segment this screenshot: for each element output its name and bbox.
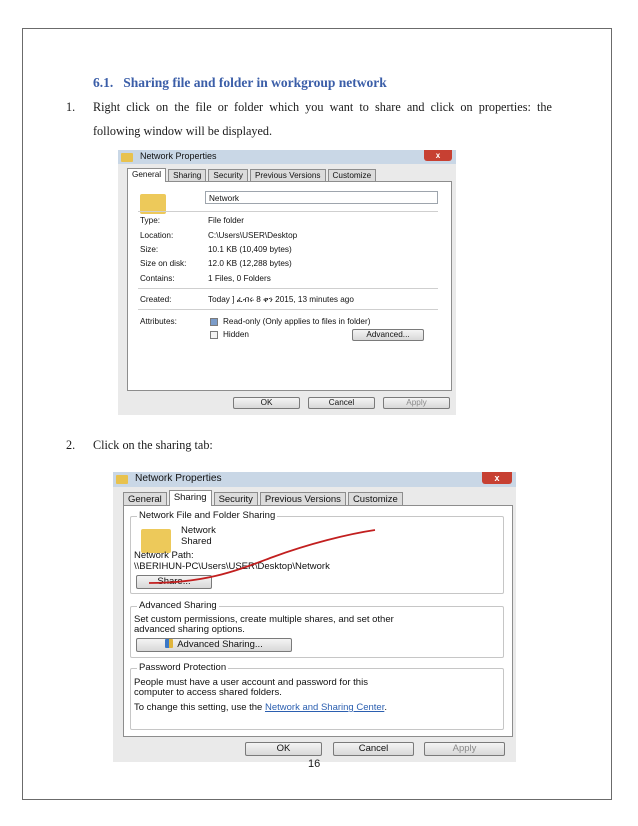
- step-1-word: to: [359, 100, 369, 114]
- network-path-label: Network Path:: [134, 550, 194, 561]
- step-1-word: Right: [93, 100, 121, 114]
- title-bar: [118, 150, 456, 164]
- step-1-word: on: [156, 100, 169, 114]
- step-1-word: share: [375, 100, 401, 114]
- tab-strip: [127, 168, 378, 182]
- step-2: [66, 433, 213, 457]
- advanced-sharing-text: advanced sharing options.: [134, 624, 245, 635]
- advanced-button[interactable]: Advanced...: [352, 329, 424, 341]
- properties-dialog-general: [118, 150, 456, 415]
- password-change-prefix: To change this setting, use the: [134, 702, 263, 713]
- created-label: Created:: [140, 295, 172, 304]
- step-1-line-1: [93, 95, 552, 119]
- group-title: Network File and Folder Sharing: [139, 510, 276, 521]
- ok-button[interactable]: OK: [233, 397, 300, 409]
- size-label: Size:: [140, 245, 159, 254]
- contains-value: 1 Files, 0 Folders: [208, 274, 271, 283]
- tab-security[interactable]: Security: [208, 169, 248, 182]
- step-2-text: Click on the sharing tab:: [93, 438, 213, 452]
- red-annotation: [113, 472, 516, 762]
- contains-label: Contains:: [140, 274, 175, 283]
- cancel-button[interactable]: Cancel: [333, 742, 414, 756]
- tab-general[interactable]: General: [127, 168, 166, 182]
- created-value: Today ] ፈብሩ 8 ቀን 2015, 13 minutes ago: [208, 295, 354, 304]
- tab-customize[interactable]: Customize: [328, 169, 377, 182]
- window-title: Network Properties: [140, 151, 217, 161]
- step-1-word: folder: [234, 100, 264, 114]
- attributes-label: Attributes:: [140, 317, 177, 326]
- step-1-word: on: [460, 100, 473, 114]
- section-heading: [93, 75, 387, 91]
- section-title: Sharing file and folder in workgroup network: [123, 75, 387, 90]
- hidden-checkbox[interactable]: [210, 331, 218, 339]
- tab-security[interactable]: Security: [214, 492, 258, 506]
- properties-dialog-sharing: [113, 472, 516, 762]
- size-value: 10.1 KB (10,409 bytes): [208, 245, 292, 254]
- tab-sharing[interactable]: Sharing: [168, 169, 206, 182]
- advanced-sharing-button-label: Advanced Sharing...: [177, 639, 263, 650]
- step-number: 2.: [66, 438, 76, 452]
- step-1-line-2: following window will be displayed.: [93, 124, 273, 138]
- close-button[interactable]: x: [424, 150, 452, 161]
- size-on-disk-value: 12.0 KB (12,288 bytes): [208, 259, 292, 268]
- network-path-value: \\BERIHUN-PC\Users\USER\Desktop\Network: [134, 561, 330, 572]
- step-1-word: the: [174, 100, 190, 114]
- page-number: 16: [308, 758, 321, 770]
- tab-previous-versions[interactable]: Previous Versions: [260, 492, 346, 506]
- hidden-label: Hidden: [223, 330, 249, 339]
- tab-general[interactable]: General: [123, 492, 167, 506]
- password-text: computer to access shared folders.: [134, 687, 282, 698]
- step-1-word: want: [329, 100, 354, 114]
- apply-button[interactable]: Apply: [383, 397, 450, 409]
- type-value: File folder: [208, 216, 244, 225]
- annotation-curve: [149, 530, 375, 583]
- general-panel: [127, 181, 452, 391]
- section-number: 6.1.: [93, 75, 114, 90]
- step-1-word: which: [269, 100, 300, 114]
- cancel-button[interactable]: Cancel: [308, 397, 375, 409]
- tab-previous-versions[interactable]: Previous Versions: [250, 169, 326, 182]
- step-1-word: click: [126, 100, 150, 114]
- close-button[interactable]: x: [482, 472, 512, 484]
- step-1-word: or: [217, 100, 228, 114]
- readonly-checkbox[interactable]: [210, 318, 218, 326]
- apply-button[interactable]: Apply: [424, 742, 505, 756]
- step-1-word: the: [536, 100, 552, 114]
- folder-icon: [121, 153, 133, 162]
- tab-sharing[interactable]: Sharing: [169, 490, 212, 506]
- ok-button[interactable]: OK: [245, 742, 322, 756]
- step-1-word: you: [305, 100, 324, 114]
- size-on-disk-label: Size on disk:: [140, 259, 187, 268]
- step-1-word: and: [406, 100, 425, 114]
- readonly-label: Read-only (Only applies to files in folder): [223, 317, 371, 326]
- period: .: [384, 702, 387, 713]
- folder-name: Network: [181, 525, 216, 536]
- window-title: Network Properties: [135, 473, 222, 484]
- location-value: C:\Users\USER\Desktop: [208, 231, 298, 240]
- step-number: 1.: [66, 100, 76, 114]
- group-title: Password Protection: [139, 662, 227, 673]
- divider: [138, 288, 438, 289]
- type-label: Type:: [140, 216, 161, 225]
- share-button[interactable]: Share...: [136, 575, 212, 589]
- step-1-word: file: [195, 100, 212, 114]
- step-1-word: click: [430, 100, 455, 114]
- location-label: Location:: [140, 231, 174, 240]
- divider: [138, 309, 438, 310]
- group-title: Advanced Sharing: [139, 600, 217, 611]
- tab-customize[interactable]: Customize: [348, 492, 403, 506]
- advanced-sharing-text: Set custom permissions, create multiple shares, and set other: [134, 614, 394, 625]
- network-sharing-center-link[interactable]: Network and Sharing Center: [264, 702, 385, 713]
- folder-state: Shared: [181, 536, 212, 547]
- step-1: [66, 95, 552, 143]
- divider: [138, 211, 438, 212]
- step-1-word: properties:: [478, 100, 531, 114]
- password-text: People must have a user account and password for this: [134, 677, 368, 688]
- folder-name-field[interactable]: Network: [205, 191, 438, 204]
